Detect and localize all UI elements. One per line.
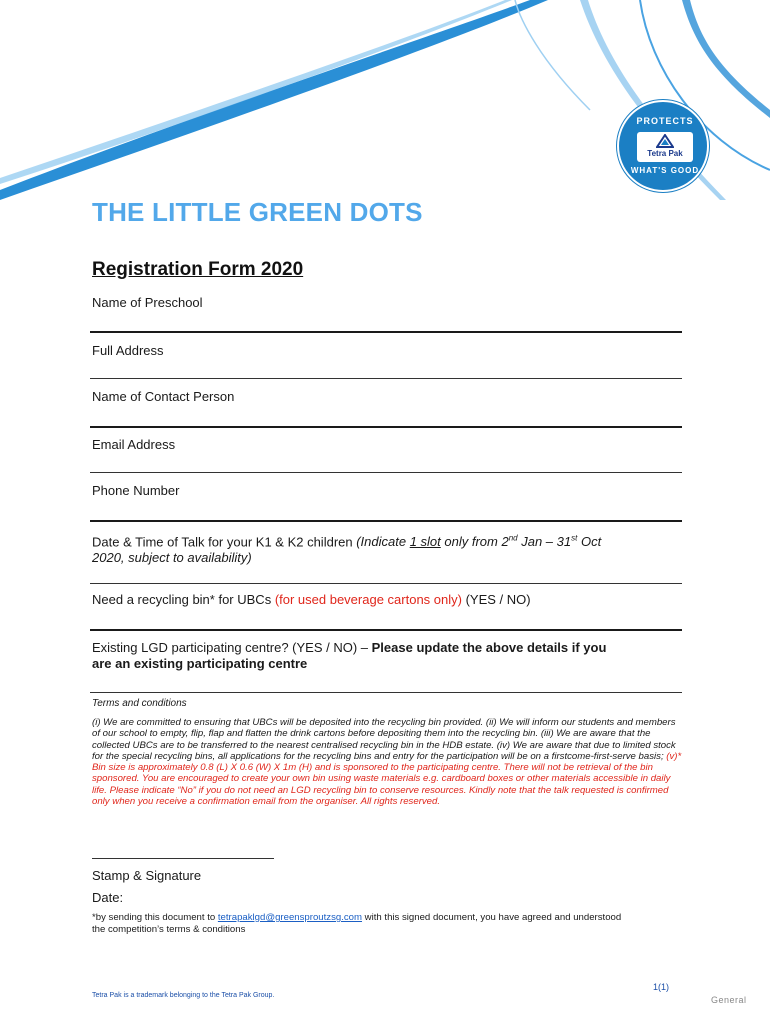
submission-suffix: with this signed document, you have agreed and understood xyxy=(362,912,622,923)
talk-note-open: (Indicate xyxy=(356,534,410,550)
preschool-field-line[interactable] xyxy=(90,331,682,333)
terms-body xyxy=(92,717,682,807)
talk-field-line[interactable] xyxy=(90,583,682,584)
terms-red-text: (v)* Bin size is approximately 0.8 (L) X 0.6 (W) X 1m (H) and is sponsored to the participating centre. There will not be retrieval of the bin sponsored. You are encouraged to create your own bin using waste materials e.g. cardboard boxes or other materials accessible in daily life. Please indicate “No” if you do not need an LGD recycling bin to conserve resources. Kindly note that the talk requested is confirmed only when you receive a confirmation email from the organiser. All rights reserved. xyxy=(92,750,682,808)
form-subtitle: Registration Form 2020 xyxy=(92,259,304,280)
badge-bottom-text: WHAT'S GOOD xyxy=(630,166,700,175)
talk-note-jan: Jan – 31 xyxy=(517,534,572,550)
submission-email-link[interactable]: tetrapaklgd@greensproutzsg.com xyxy=(217,912,363,923)
phone-field-line[interactable] xyxy=(90,520,682,522)
badge-top-text: PROTECTS xyxy=(636,116,694,126)
talk-sup-st: st xyxy=(571,534,578,543)
existing-prefix: Existing LGD participating centre? (YES / NO) – xyxy=(92,640,372,655)
terms-black-text: (i) We are committed to ensuring that UBCs will be deposited into the recycling bin provided. (ii) We will inform our students and members of our school to empty, flip, flap and flatten the drink cartons before depositing them into the recycling bin. (iii) We are aware that the collected UBCs are to be transferred to the nearest centralised recycling bin in the HDB estate. (iv) We are aware that due to limited stock for the special recycling bins, all applications for the recycling bins and entry for the participation will be on a firstcome-first-serve basis; xyxy=(92,717,676,762)
talk-line2: 2020, subject to availability) xyxy=(92,550,252,566)
bin-prefix: Need a recycling bin* for UBCs xyxy=(92,592,275,607)
tetra-pak-logo xyxy=(637,132,693,162)
bin-field-line[interactable] xyxy=(90,629,682,631)
preschool-label: Name of Preschool xyxy=(92,295,203,310)
phone-label: Phone Number xyxy=(92,483,180,498)
submission-note xyxy=(92,912,682,936)
classification-label: General xyxy=(711,995,747,1005)
bin-red-note: (for used beverage cartons only) xyxy=(274,592,462,607)
stamp-signature-label: Stamp & Signature xyxy=(92,868,202,883)
tetra-pak-logo-icon xyxy=(656,134,674,148)
talk-note-mid: only from 2 xyxy=(440,534,509,550)
bin-label xyxy=(92,592,531,607)
existing-bold-1: Please update the above details if you xyxy=(371,640,607,655)
submission-prefix: *by sending this document to xyxy=(92,912,218,923)
address-label: Full Address xyxy=(92,343,164,358)
talk-sup-nd: nd xyxy=(508,534,518,543)
date-label: Date: xyxy=(92,890,124,905)
talk-note-slot: 1 slot xyxy=(409,534,441,550)
page-number: 1(1) xyxy=(653,982,670,992)
bin-suffix: (YES / NO) xyxy=(461,592,531,607)
badge-logo-text: Tetra Pak xyxy=(647,149,683,158)
existing-label xyxy=(92,640,682,672)
contact-person-label: Name of Contact Person xyxy=(92,389,235,404)
existing-field-line[interactable] xyxy=(90,692,682,693)
existing-bold-2: are an existing participating centre xyxy=(92,656,308,671)
talk-prefix: Date & Time of Talk for your K1 & K2 children xyxy=(92,534,357,550)
trademark-footer: Tetra Pak is a trademark belonging to the Tetra Pak Group. xyxy=(92,992,275,999)
talk-label xyxy=(92,531,682,566)
talk-note-end: Oct xyxy=(577,534,602,550)
email-field-line[interactable] xyxy=(90,472,682,473)
signature-line[interactable] xyxy=(92,858,274,859)
email-label: Email Address xyxy=(92,437,176,452)
terms-heading: Terms and conditions xyxy=(92,698,187,709)
submission-line2: the competition’s terms & conditions xyxy=(92,924,246,935)
contact-person-field-line[interactable] xyxy=(90,426,682,428)
tetra-pak-badge xyxy=(617,100,709,192)
page-title: THE LITTLE GREEN DOTS xyxy=(92,197,423,227)
address-field-line[interactable] xyxy=(90,378,682,379)
